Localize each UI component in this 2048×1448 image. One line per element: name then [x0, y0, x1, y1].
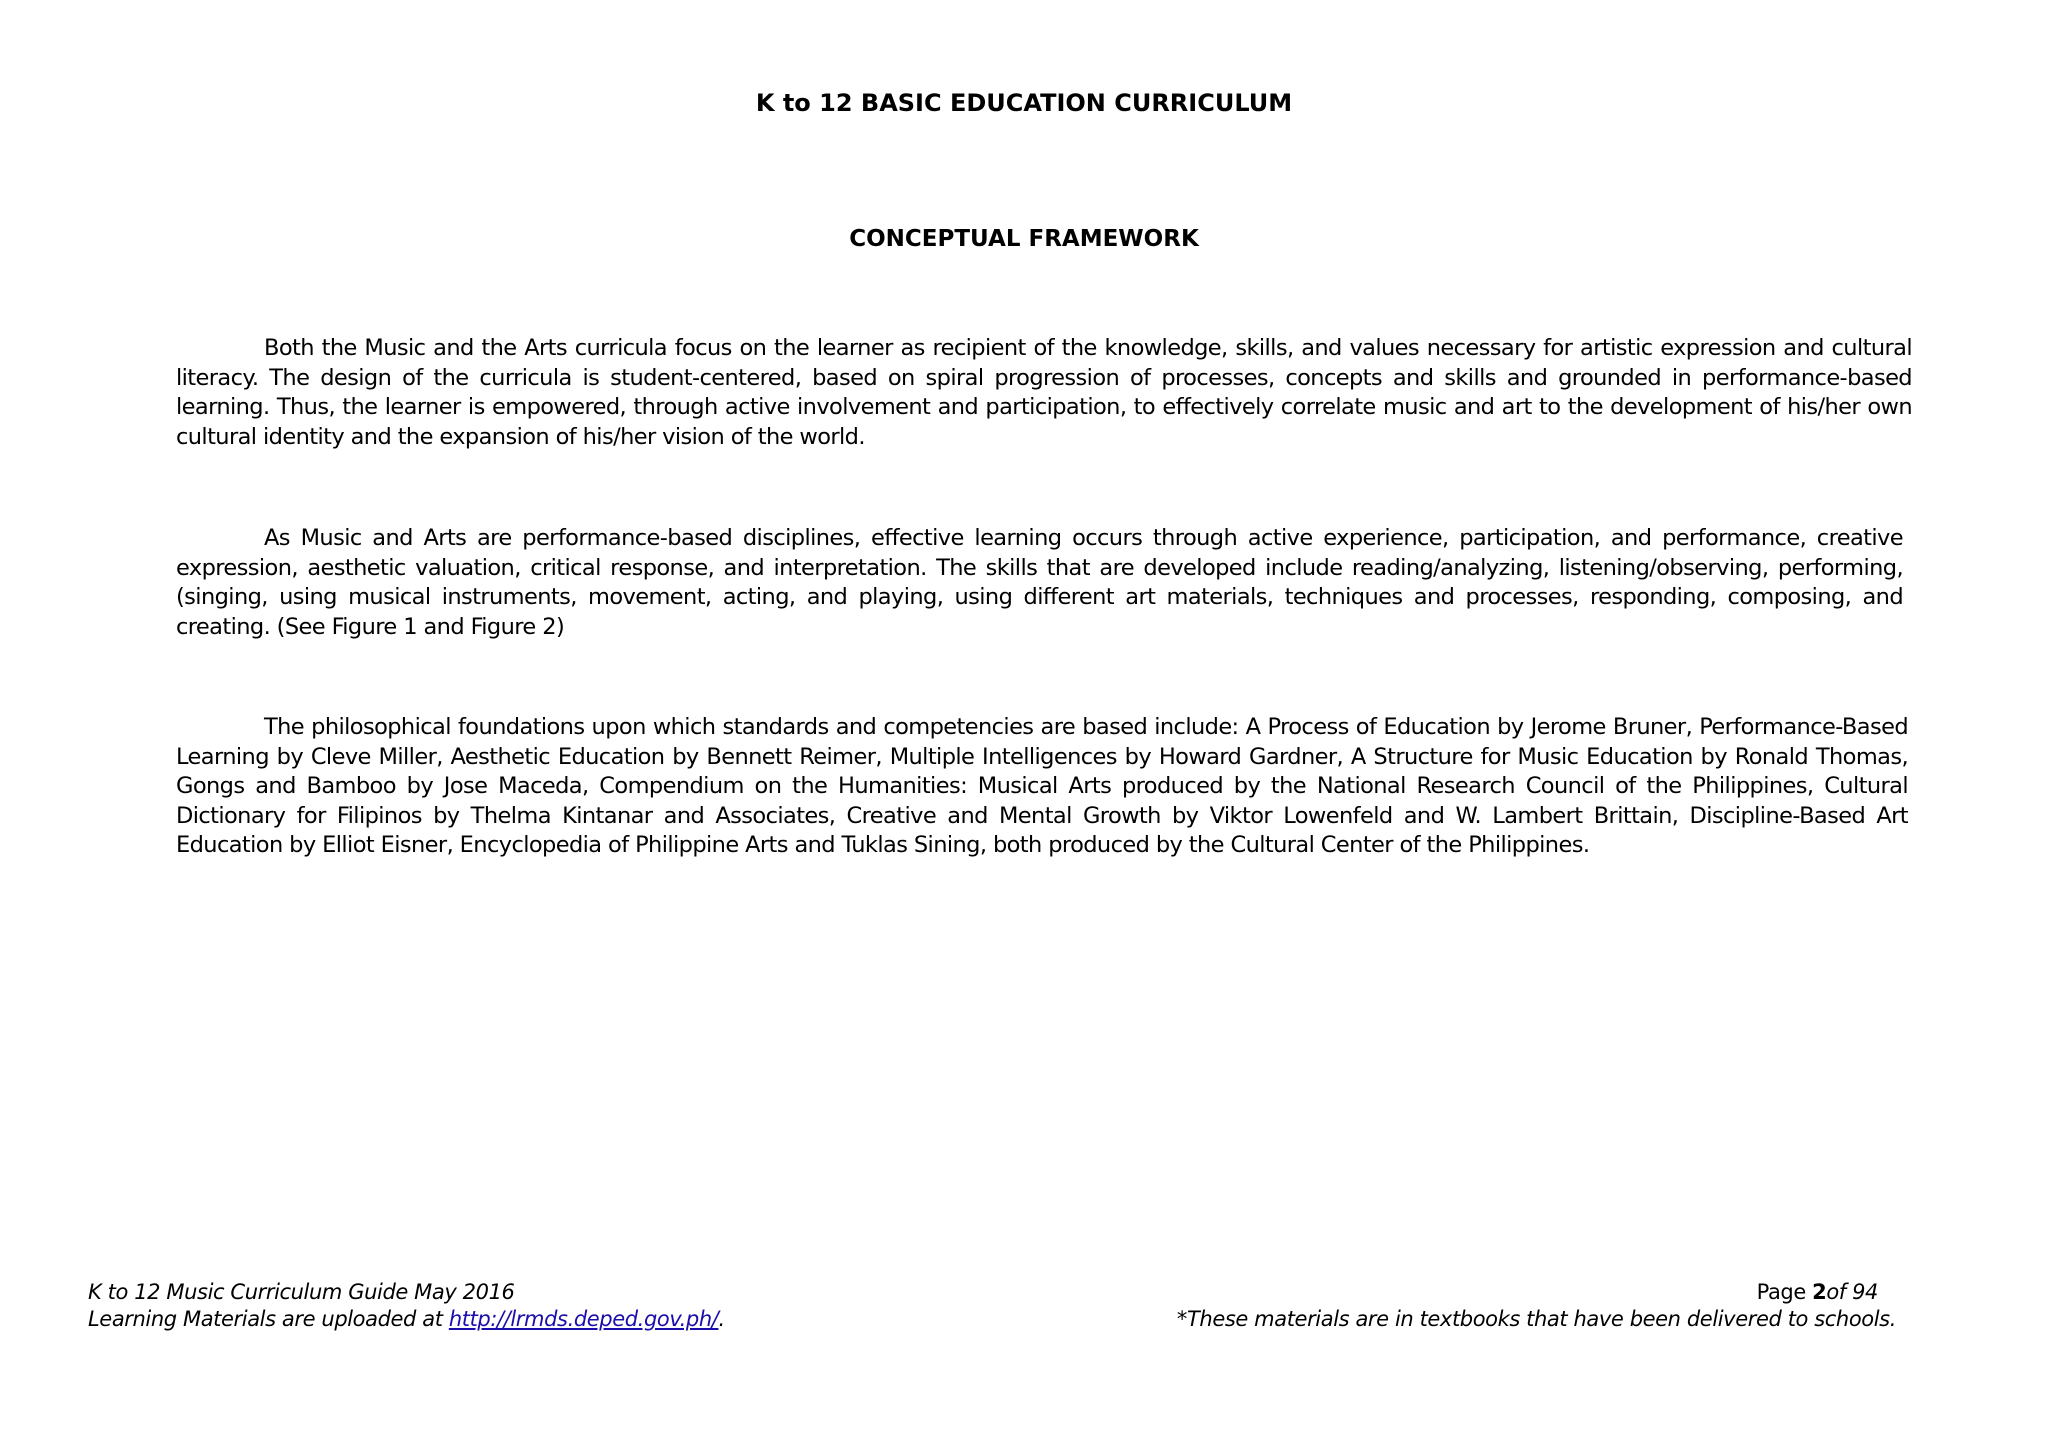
document-header-title: K to 12 BASIC EDUCATION CURRICULUM [755, 89, 1293, 117]
page-label: Page [1756, 1280, 1813, 1304]
page-indicator [1757, 1279, 1896, 1306]
footer-upload-prefix: Learning Materials are uploaded at [88, 1307, 449, 1331]
section-title: CONCEPTUAL FRAMEWORK [849, 226, 1199, 252]
paragraph-performance-disciplines: As Music and Arts are performance-based disciplines, effective learning occurs through active experience, participation, and performance, creative expression, aesthetic valuation, critical response, and interpretation. The skills that are developed include reading/analyzing, listening/observing, performing, (singing, using musical instruments, movement, acting, and playing, using different art materials, techniques and processes, responding, composing, and creating. (See Figure 1 and Figure 2) [176, 525, 1903, 640]
paragraph-philosophical-foundations: The philosophical foundations upon which standards and competencies are based include: A Process of Education by Jerome Bruner, Performance-Based Learning by Cleve Miller, Aesthetic Education by Bennett Reimer, Multiple Intelligences by Howard Gardner, A Structure for Music Education by Ronald Thomas, Gongs and Bamboo by Jose Maceda, Compendium on the Humanities: Musical Arts produced by the National Research Council of the Philippines, Cultural Dictionary for Filipinos by Thelma Kintanar and Associates, Creative and Mental Growth by Viktor Lowenfeld and W. Lambert Brittain, Discipline-Based Art Education by Elliot Eisner, Encyclopedia of Philippine Arts and Tuklas Sining, both produced by the Cultural Center of the Philippines. [176, 714, 1908, 859]
page-total: of 94 [1826, 1280, 1878, 1304]
footer-left [88, 1279, 725, 1333]
footer-guide-title: K to 12 Music Curriculum Guide May 2016 [88, 1280, 515, 1304]
footer-textbook-note: *These materials are in textbooks that have been delivered to schools. [1176, 1307, 1896, 1331]
lrmds-link[interactable]: http://lrmds.deped.gov.ph/ [448, 1307, 719, 1331]
footer-upload-suffix: . [718, 1307, 725, 1331]
footer-upload-line [88, 1306, 725, 1333]
footer-right [1177, 1279, 1896, 1333]
page-number: 2 [1812, 1280, 1827, 1304]
paragraph-learner-focus: Both the Music and the Arts curricula focus on the learner as recipient of the knowledge, skills, and values necessary for artistic expression and cultural literacy. The design of the curricula is student-centered, based on spiral progression of processes, concepts and skills and grounded in performance-based learning. Thus, the learner is empowered, through active involvement and participation, to effectively correlate music and art to the development of his/her own cultural identity and the expansion of his/her vision of the world. [176, 335, 1912, 450]
